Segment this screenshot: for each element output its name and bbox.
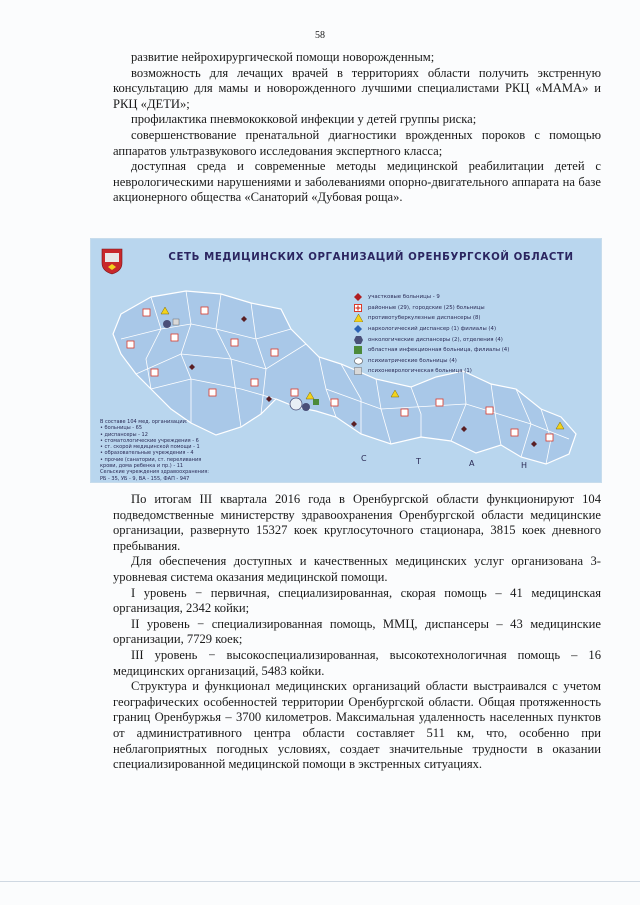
legend-item	[353, 313, 598, 324]
map-direction-letter: С	[361, 454, 367, 463]
gray-square-icon	[353, 367, 363, 376]
paragraph: II уровень − специализированная помощь, ММЦ, диспансеры – 43 медицинские организации, 7729 коек;	[113, 616, 601, 647]
legend-item	[353, 334, 598, 345]
paragraph: I уровень − первичная, специализированная, скорая помощь – 41 медицинская организация, 2342 койки;	[113, 585, 601, 616]
legend-label: онкологические диспансеры (2), отделения (4)	[368, 336, 503, 343]
paragraph: развитие нейрохирургической помощи новорожденным;	[131, 50, 435, 64]
body-text	[113, 492, 601, 773]
paragraph: Для обеспечения доступных и качественных медицинских услуг организована 3-уровневая система оказания медицинской помощи.	[113, 554, 601, 584]
stats-line: • больницы - 65	[100, 425, 143, 432]
legend-label: участковые больницы - 9	[368, 294, 440, 301]
paragraph: По итогам III квартала 2016 года в Оренбургской области функционируют 104 подведомственные министерству здравоохранения Оренбургской области медицинские организации, развернуто 15327 коек круглосуточного стационара, 3815 коек дневного пребывания.	[113, 492, 601, 553]
dark-hexagon-icon	[353, 335, 363, 344]
green-square-icon	[353, 346, 363, 355]
paragraph: III уровень − высокоспециализированная, высокотехнологичная помощь – 16 медицинских организаций, 5483 койки.	[113, 647, 601, 678]
figure-title: СЕТЬ МЕДИЦИНСКИХ ОРГАНИЗАЦИЙ ОРЕНБУРГСКОЙ ОБЛАСТИ	[168, 252, 574, 263]
legend-label: противотуберкулезные диспансеры (8)	[368, 315, 481, 322]
legend-item	[353, 292, 598, 303]
stats-line: крови, дома ребенка и пр.) - 11	[100, 463, 184, 470]
legend-label: наркологический диспансер (1) филиалы (4)	[368, 326, 497, 333]
legend-item	[353, 324, 598, 335]
stats-line: • стоматологические учреждения - 6	[100, 437, 199, 444]
yellow-triangle-icon	[353, 314, 363, 323]
organization-stats	[100, 419, 280, 482]
white-oval-icon	[353, 356, 363, 365]
legend-label: психоневрологическая больница (1)	[368, 368, 472, 375]
red-cross-square-icon	[353, 303, 363, 312]
stats-line: • прочие (санатории, ст. переливания	[100, 456, 202, 463]
stats-line: В составе 104 мед. организации:	[100, 419, 188, 425]
legend-label: областная инфекционная больница, филиалы (4)	[368, 347, 510, 354]
map-direction-letter: Н	[521, 461, 528, 470]
stats-line: Сельские учреждения здравоохранения:	[100, 469, 209, 476]
stats-line: РБ - 35, УБ - 9, ВА - 155, ФАП - 947	[100, 475, 190, 482]
map-direction-letter: Т	[416, 457, 421, 466]
stats-line: • ст. скорой медицинской помощи - 1	[100, 444, 200, 451]
paragraph: профилактика пневмококковой инфекции у детей группы риска;	[131, 112, 477, 127]
paragraph: возможность для лечащих врачей в территориях области получить экстренную консультацию для мамы и новорожденного лучшими специалистами РКЦ «МАМА» и РКЦ «ДЕТИ»;	[113, 65, 601, 111]
legend-label: районные (29), городские (25) больницы	[368, 304, 485, 311]
coat-of-arms-icon	[100, 247, 124, 275]
legend-item	[353, 303, 598, 314]
legend-item	[353, 356, 598, 367]
intro-text	[113, 50, 601, 206]
map-direction-letter: А	[469, 459, 475, 468]
legend-item	[353, 366, 598, 377]
legend-item	[353, 345, 598, 356]
red-diamond-icon	[353, 293, 363, 302]
paragraph: доступная среда и современные методы медицинской реабилитации детей с неврологическими нарушениями и заболеваниями опорно-двигательного аппарата на базе акционерного общества «Санаторий «Дубовая роща».	[113, 159, 601, 205]
blue-diamond-icon	[353, 325, 363, 334]
page-number: 58	[315, 30, 325, 41]
stats-line: • диспансеры - 12	[100, 431, 148, 438]
map-legend	[353, 292, 598, 377]
stats-line: • образовательные учреждения - 4	[100, 450, 194, 457]
legend-label: психиатрические больницы (4)	[368, 357, 457, 364]
page-bottom-rule	[0, 881, 640, 882]
paragraph: Структура и функционал медицинских организаций области выстраивался с учетом географических особенностей территории Оренбургской области. Общая протяженность границ Оренбуржья – 3700 километров. Максимальная удаленность населенных пунктов от административного центра области составляет 511 км, что, особенно при неблагоприятных погодных условиях, создает значительные трудности в оказании специализированной медицинской помощи в экстренных ситуациях.	[113, 679, 601, 772]
medical-network-map-figure	[90, 238, 602, 483]
paragraph: совершенствование пренатальной диагностики врожденных пороков с помощью аппаратов ультразвукового исследования экспертного класса;	[113, 127, 601, 158]
